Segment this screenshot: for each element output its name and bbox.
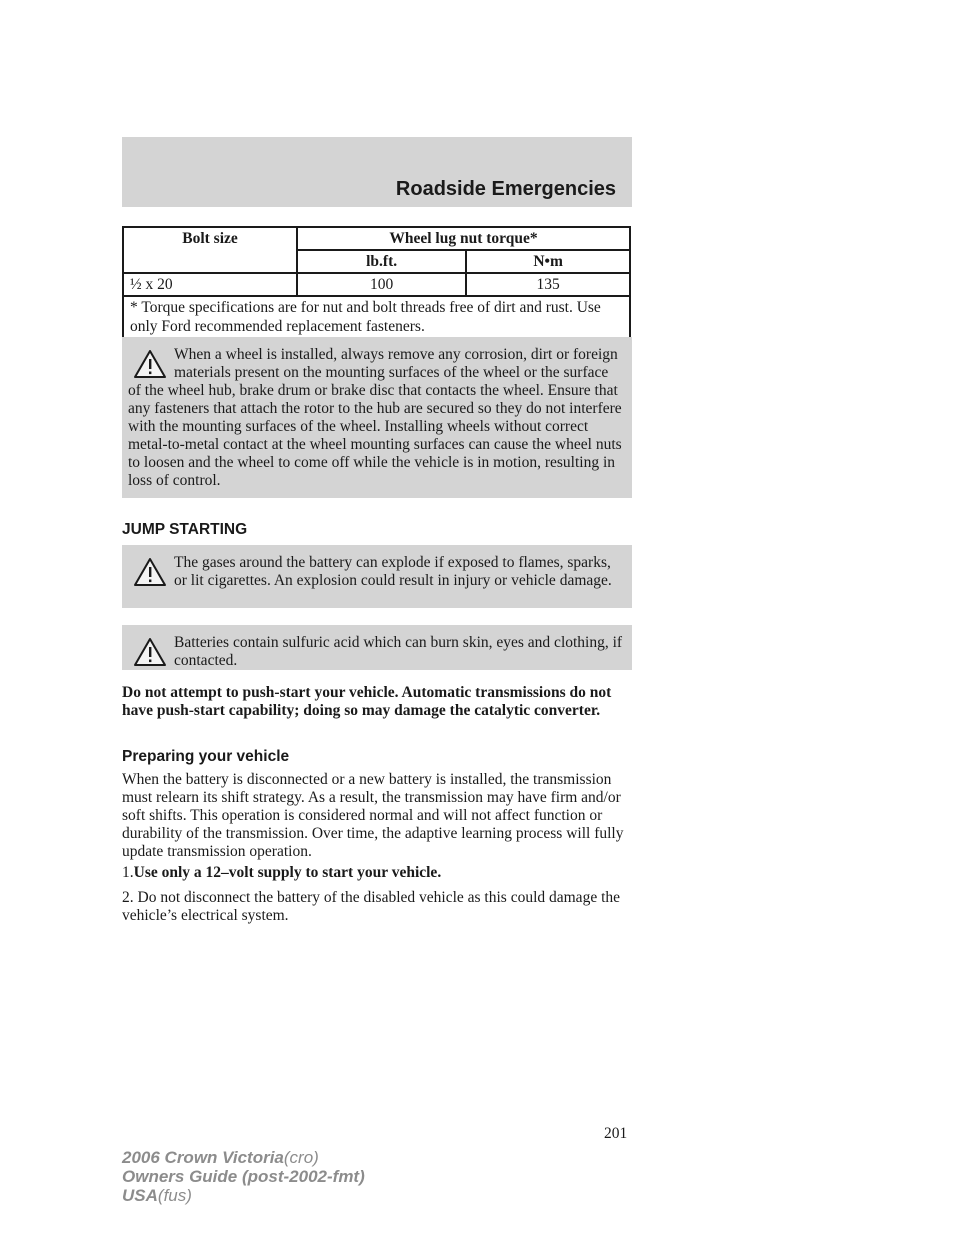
bolt-size-cell: ½ x 20 [123,273,297,296]
wheel-install-warning [122,337,632,498]
footer-line-1 [122,1148,365,1167]
torque-header: Wheel lug nut torque* [297,227,630,250]
footer-region-code: (fus) [157,1186,192,1205]
nm-cell: 135 [466,273,630,296]
torque-footnote: * Torque specifications are for nut and bolt threads free of dirt and rust. Use only Ford recommended replacement fasteners. [123,296,630,338]
footer-line-3 [122,1186,365,1205]
push-start-note: Do not attempt to push-start your vehicle. Automatic transmissions do not have push-start capability; doing so may damage the catalytic converter. [122,684,612,719]
step-2: 2. Do not disconnect the battery of the disabled vehicle as this could damage the vehicle’s electrical system. [122,889,621,924]
section-title: Roadside Emergencies [395,178,616,200]
warning-icon [128,636,172,668]
step-1-number: 1. [122,864,134,881]
step-1 [122,864,632,882]
lbft-cell: 100 [297,273,466,296]
table-footnote-row [123,296,630,338]
nm-header: N•m [466,250,630,273]
document-footer [122,1148,365,1205]
torque-table [122,226,631,339]
table-header-row [123,227,630,250]
section-header-band [122,137,632,207]
gases-warning-text: The gases around the battery can explode if exposed to flames, sparks, or lit cigarettes. An explosion could result in injury or vehicle damage. [174,554,612,589]
warning-icon [128,348,172,380]
footer-guide: Owners Guide (post-2002-fmt) [122,1167,365,1186]
table-row [123,273,630,296]
page-number: 201 [604,1125,628,1142]
wheel-warning-text: When a wheel is installed, always remove any corrosion, dirt or foreign materials present on the mounting surfaces of the wheel or the surface of the wheel hub, brake drum or brake disc that contacts the wheel. Ensure that any fasteners that attach the rotor to the hub are secured so they do not interfere with the mounting surfaces of the wheel. Installing wheels without correct metal-to-metal contact at the wheel mounting surfaces can cause the wheel nuts to loosen and the wheel to come off while the vehicle is in motion, resulting in loss of control. [128,346,622,489]
preparing-paragraph: When the battery is disconnected or a new battery is installed, the transmission must relearn its shift strategy. As a result, the transmission may have firm and/or soft shifts. This operation is considered normal and will not affect function or durability of the transmission. Over time, the adaptive learning process will fully update transmission operation. [122,771,624,860]
warning-icon [128,556,172,588]
jump-starting-heading: JUMP STARTING [122,521,248,538]
preparing-heading: Preparing your vehicle [122,748,290,765]
bolt-size-header: Bolt size [123,227,297,273]
step-1-text: Use only a 12–volt supply to start your vehicle. [133,864,442,881]
footer-region: USA [122,1186,158,1205]
battery-gas-warning [122,545,632,608]
footer-model-code: (cro) [283,1148,319,1167]
acid-warning-text: Batteries contain sulfuric acid which can burn skin, eyes and clothing, if contacted. [174,634,623,669]
lbft-header: lb.ft. [297,250,466,273]
footer-model: 2006 Crown Victoria [122,1148,284,1167]
battery-acid-warning [122,625,632,670]
